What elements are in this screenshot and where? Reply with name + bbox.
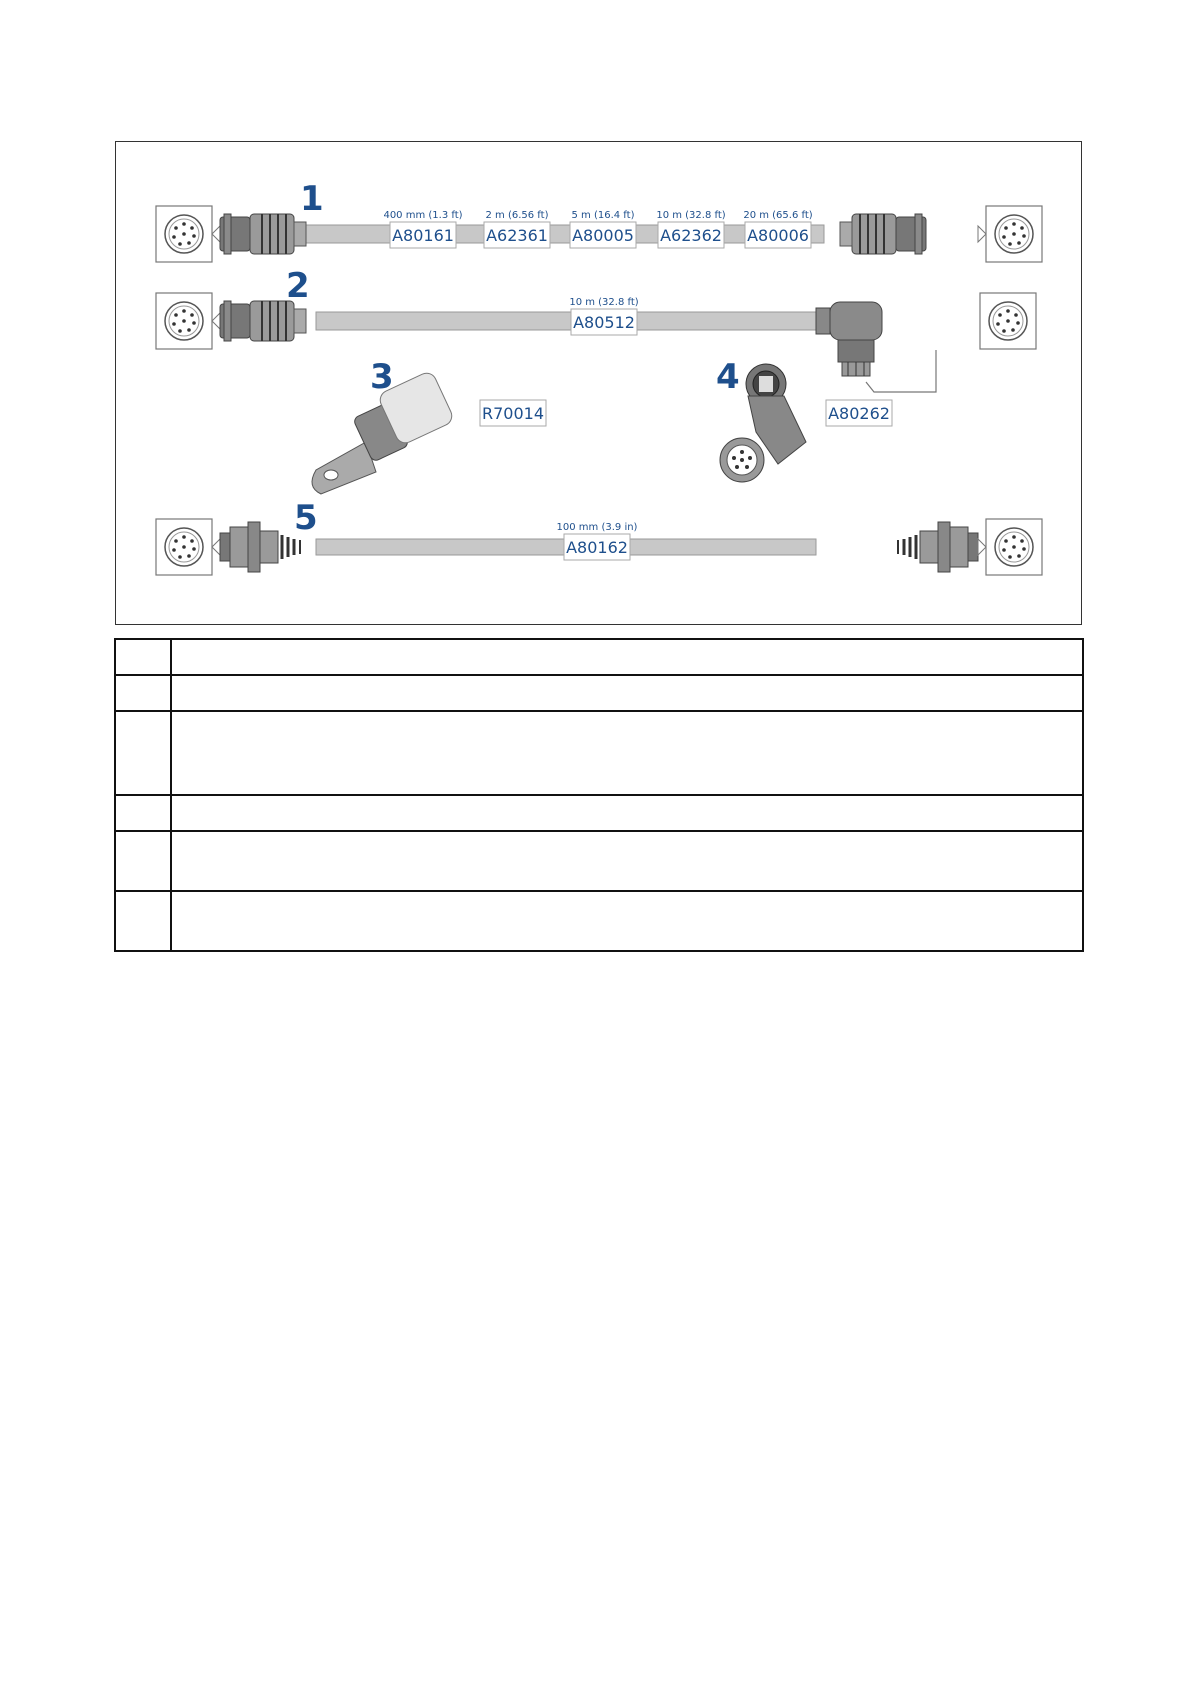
table-cell-text xyxy=(171,891,1083,951)
connector-plug-icon xyxy=(220,301,306,341)
table-cell-text xyxy=(171,675,1083,711)
part-code: A62361 xyxy=(486,226,548,245)
pin-face-icon xyxy=(980,293,1036,349)
right-angle-connector-icon xyxy=(816,302,882,376)
table-cell-key xyxy=(115,711,171,795)
pin-face-icon xyxy=(986,519,1042,575)
table-row xyxy=(115,711,1083,795)
segment-length: 5 m (16.4 ft) xyxy=(571,210,635,221)
table-cell-key xyxy=(115,831,171,891)
table-row xyxy=(115,831,1083,891)
part-code: A80005 xyxy=(572,226,634,245)
cable-row-5 xyxy=(156,498,1042,575)
part-code: A80512 xyxy=(573,313,635,332)
item-number-4: 4 xyxy=(716,357,740,397)
bulkhead-connector-icon xyxy=(220,522,300,572)
segment-length: 10 m (32.8 ft) xyxy=(569,297,639,308)
table-cell-key xyxy=(115,639,171,675)
part-code: A80162 xyxy=(566,538,628,557)
bulkhead-connector-icon xyxy=(898,522,978,572)
table-row xyxy=(115,795,1083,831)
legend-table xyxy=(114,638,1084,952)
cable-row-2 xyxy=(156,266,1036,392)
cable-diagram xyxy=(115,141,1082,625)
part-code: A80006 xyxy=(747,226,809,245)
part-code: A80161 xyxy=(392,226,454,245)
connector-plug-icon xyxy=(220,214,306,254)
table-cell-key xyxy=(115,675,171,711)
table-cell-text xyxy=(171,711,1083,795)
cable-row-1 xyxy=(156,179,1042,262)
pin-face-icon xyxy=(156,206,212,262)
item-number-5: 5 xyxy=(294,498,318,538)
table-cell-text xyxy=(171,795,1083,831)
segment-length: 10 m (32.8 ft) xyxy=(656,210,726,221)
table-row xyxy=(115,639,1083,675)
pin-face-icon xyxy=(156,519,212,575)
item-number-2: 2 xyxy=(286,266,310,306)
item-number-3: 3 xyxy=(370,357,394,397)
pin-face-icon xyxy=(986,206,1042,262)
table-cell-key xyxy=(115,891,171,951)
connector-plug-icon xyxy=(840,214,926,254)
part-code: A80262 xyxy=(828,404,890,423)
segment-length: 100 mm (3.9 in) xyxy=(556,522,638,533)
segment-length: 20 m (65.6 ft) xyxy=(743,210,813,221)
item-3 xyxy=(312,357,546,494)
table-row xyxy=(115,891,1083,951)
table-cell-key xyxy=(115,795,171,831)
table-cell-text xyxy=(171,639,1083,675)
table-cell-text xyxy=(171,831,1083,891)
segment-length: 400 mm (1.3 ft) xyxy=(383,210,463,221)
part-code: R70014 xyxy=(481,404,545,423)
segment-length: 2 m (6.56 ft) xyxy=(485,210,549,221)
part-code: A62362 xyxy=(660,226,722,245)
pin-face-icon xyxy=(156,293,212,349)
table-row xyxy=(115,675,1083,711)
item-number-1: 1 xyxy=(300,179,324,219)
